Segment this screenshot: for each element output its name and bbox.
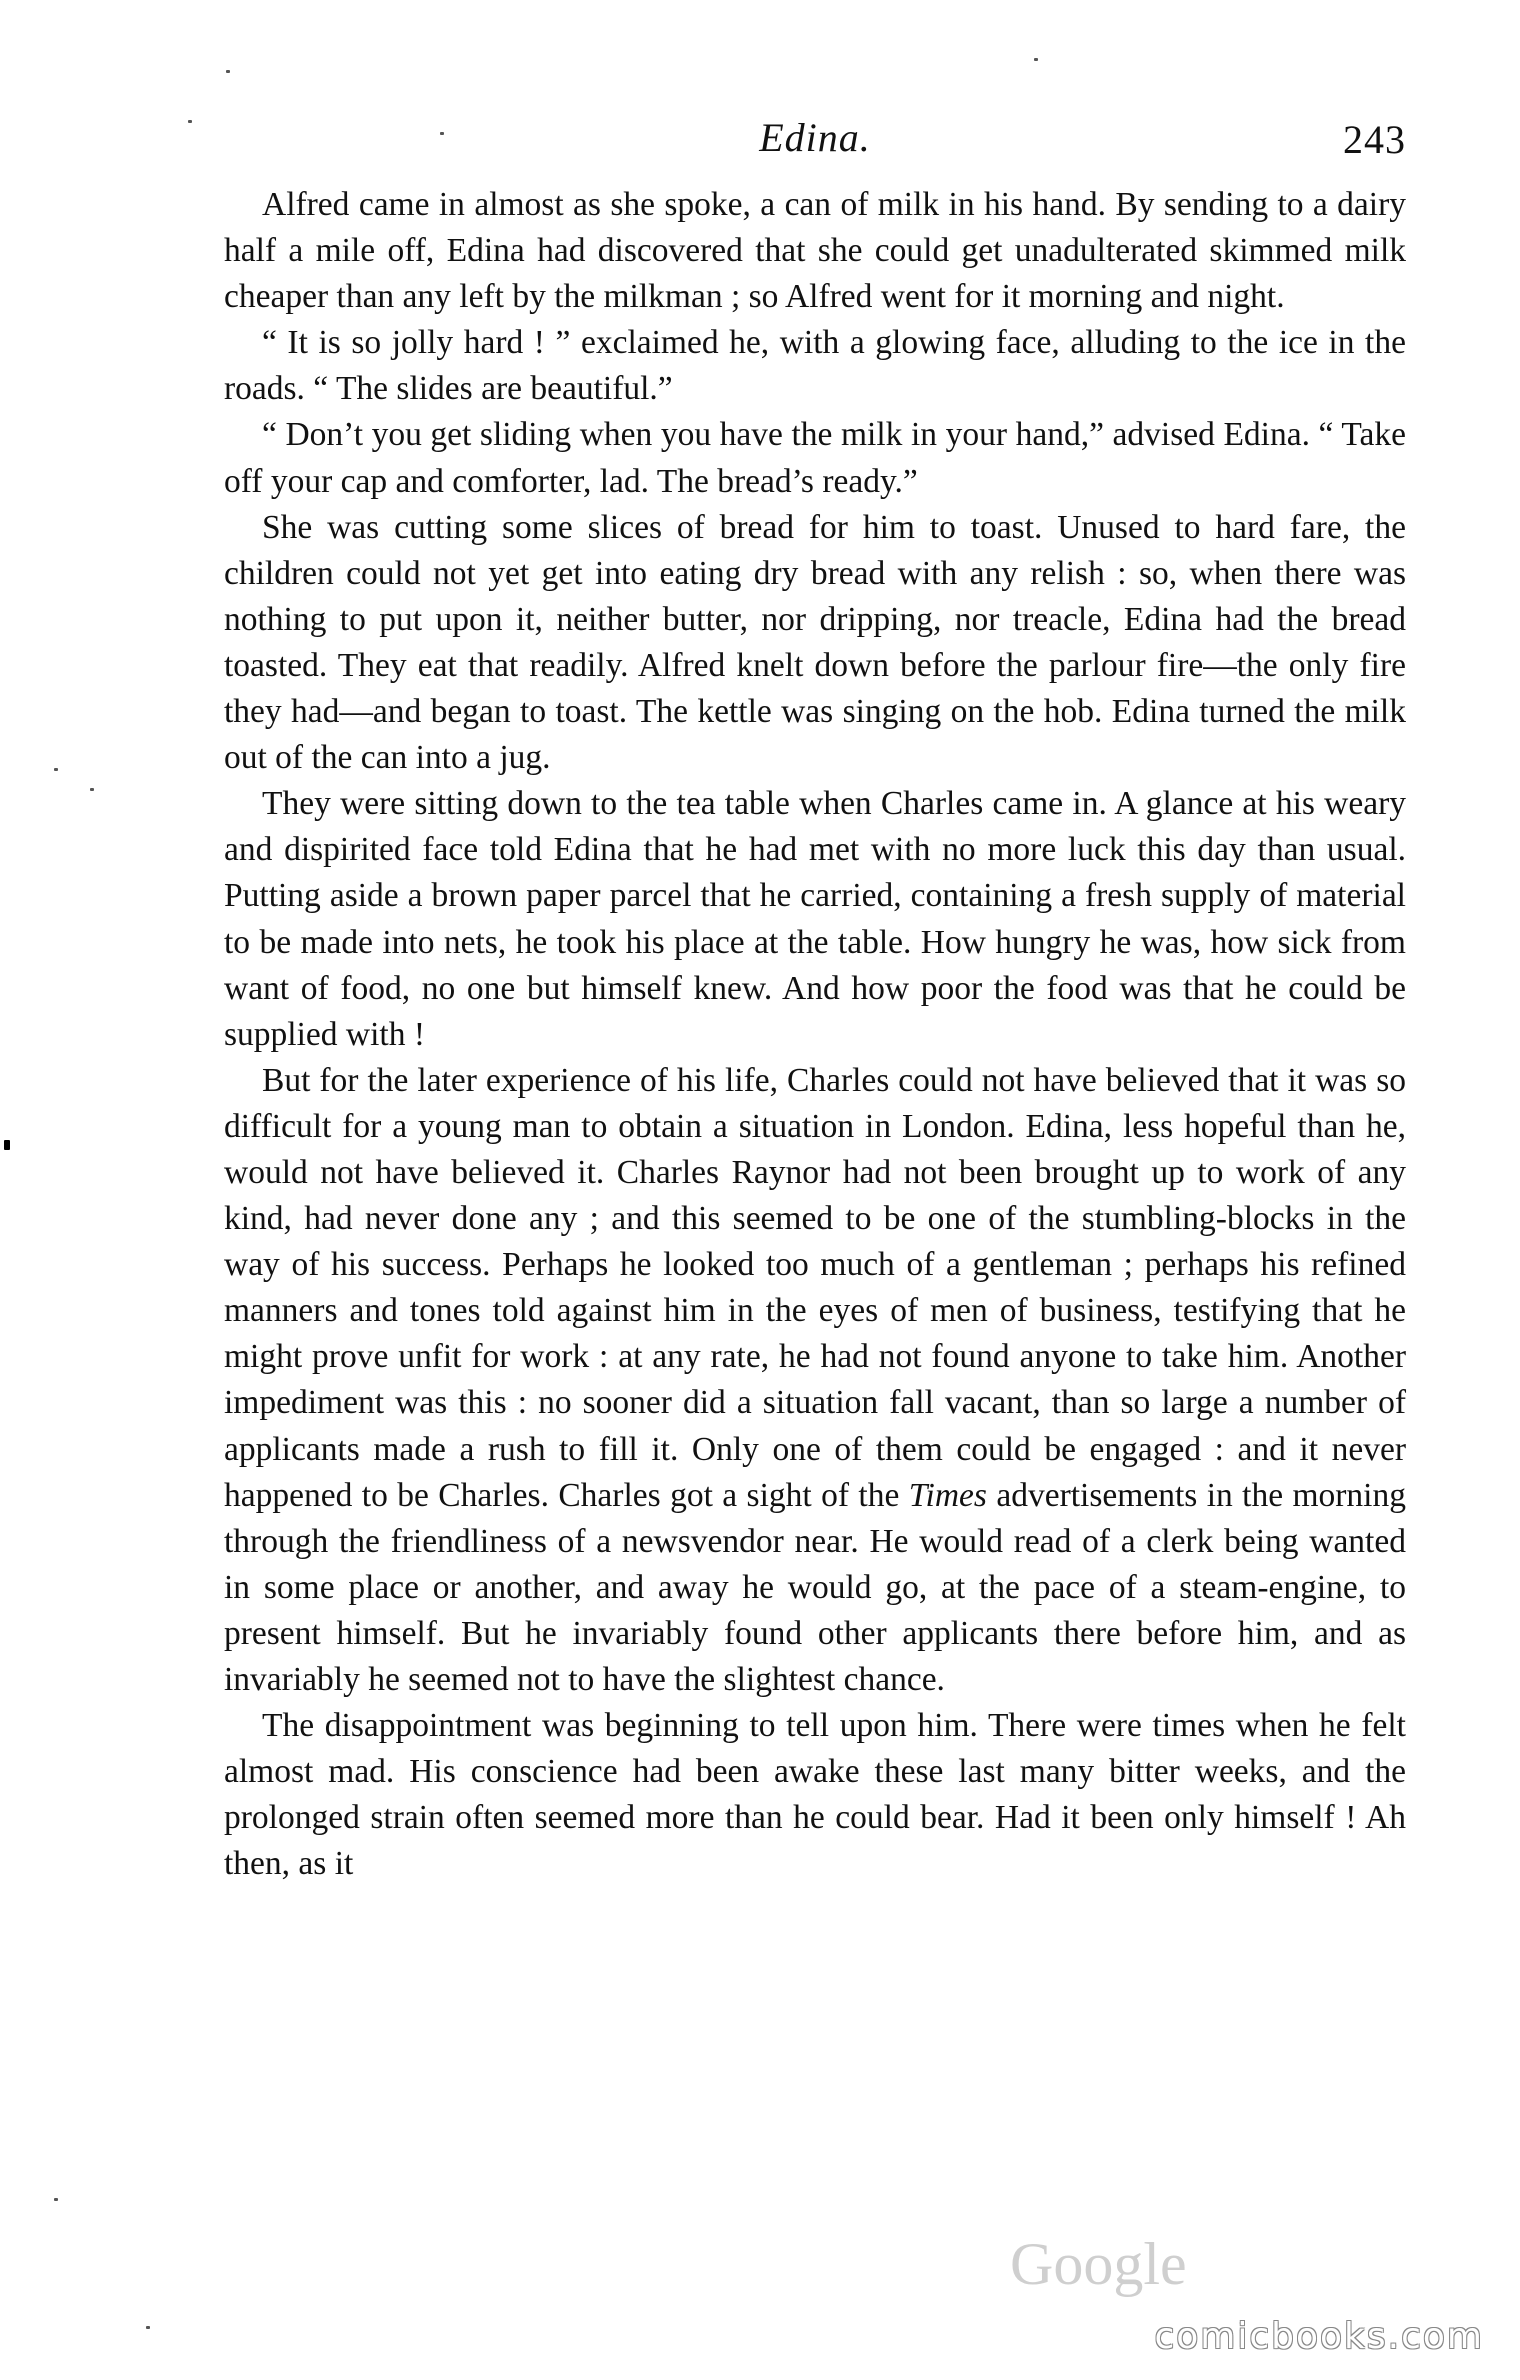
paragraph-text: But for the later experience of his life, Charles could not have believed that it was so difficult for a young man to obtain a situation in London. Edina, less hopeful than he, would not have believed it. Charles Raynor had not been brought up to work of any kind, had never done any ; and this seemed to be one of the stumbling-blocks in the way of his success. Perhaps he looked too much of a gentleman ; perhaps his refined manners and tones told against him in the eyes of men of business, testifying that he might prove unfit for work : at any rate, he had not found anyone to take him. Another impediment was this : no sooner did a situation fall vacant, than so large a number of applicants made a rush to fill it. Only one of them could be engaged : and it never happened to be Charles. Charles got a sight of the bbox=[224, 1061, 1406, 1514]
digitization-mark: Google bbox=[1010, 2231, 1187, 2297]
paragraph: She was cutting some slices of bread for him to toast. Unused to hard fare, the children could not yet get into eating dry bread with any relish : so, when there was nothing to put upon it, neither butter, nor dripping, nor treacle, Edina had the bread toasted. They eat that readily. Alfred knelt down before the parlour fire—the only fire they had—and began to toast. The kettle was singing on the hob. Edina turned the milk out of the can into a jug. bbox=[224, 508, 1406, 777]
speck bbox=[1034, 58, 1038, 61]
speck bbox=[54, 2198, 58, 2201]
watermark: comicbooks.com bbox=[1154, 2316, 1484, 2357]
paragraph bbox=[224, 1058, 1406, 1703]
page-body bbox=[224, 182, 1406, 1887]
page-number: 243 bbox=[1343, 117, 1406, 162]
speck bbox=[146, 2326, 150, 2329]
speck bbox=[188, 120, 192, 123]
paragraph: They were sitting down to the tea table when Charles came in. A glance at his weary and dispirited face told Edina that he had met with no more luck this day than usual. Putting aside a brown paper parcel that he carried, containing a fresh supply of material to be made into nets, he took his place at the table. How hungry he was, how sick from want of food, no one but himself knew. And how poor the food was that he could be supplied with ! bbox=[224, 785, 1406, 1053]
speck bbox=[4, 1140, 10, 1150]
speck bbox=[226, 70, 230, 73]
speck bbox=[90, 788, 94, 791]
italic-title: Times bbox=[908, 1476, 987, 1514]
running-title: Edina. bbox=[759, 115, 871, 160]
paragraph-text: advertisements in the morning through the friendliness of a newsvendor near. He would read of a clerk being wanted in some place or another, and away he would go, at the pace of a steam-engine, to present himself. But he invariably found other applicants there before him, and as invariably he seemed not to have the slightest chance. bbox=[224, 1476, 1406, 1698]
paragraph: Alfred came in almost as she spoke, a can of milk in his hand. By sending to a dairy half a mile off, Edina had discovered that she could get unadulterated skimmed milk cheaper than any left by the milkman ; so Alfred went for it morning and night. bbox=[224, 186, 1406, 316]
paragraph: “ It is so jolly hard ! ” exclaimed he, with a glowing face, alluding to the ice in the roads. “ The slides are beautiful.” bbox=[224, 324, 1406, 408]
speck bbox=[54, 768, 58, 771]
book-page bbox=[224, 110, 1406, 1887]
paragraph: The disappointment was beginning to tell upon him. There were times when he felt almost mad. His conscience had been awake these last many bitter weeks, and the prolonged strain often seemed more than he could bear. Had it been only himself ! Ah then, as it bbox=[224, 1707, 1406, 1883]
running-header bbox=[224, 110, 1406, 170]
paragraph: “ Don’t you get sliding when you have the milk in your hand,” advised Edina. “ Take off your cap and comforter, lad. The bread’s ready.” bbox=[224, 416, 1406, 500]
